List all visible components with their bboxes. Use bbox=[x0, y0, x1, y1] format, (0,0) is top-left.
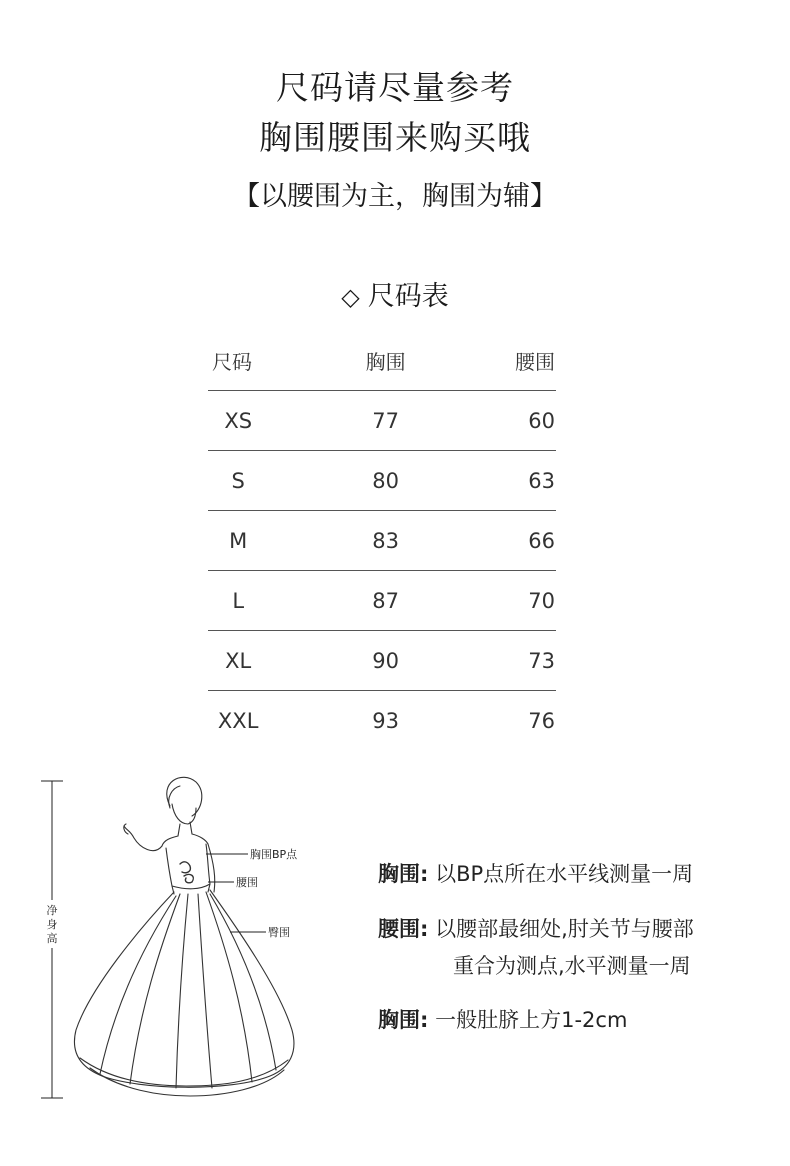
figure-drawing bbox=[74, 777, 293, 1096]
table-row bbox=[208, 691, 556, 751]
cell-size: XS bbox=[208, 391, 268, 451]
cell-waist: 76 bbox=[528, 708, 555, 733]
table-header-row bbox=[208, 330, 556, 391]
gown-sketch bbox=[30, 768, 330, 1113]
cell-size: XL bbox=[208, 631, 268, 691]
cell-size: L bbox=[208, 571, 268, 631]
cell-bust: 80 bbox=[268, 451, 503, 511]
bust-note-key: 胸围: bbox=[378, 862, 429, 886]
cell-size: S bbox=[208, 451, 268, 511]
table-row bbox=[208, 511, 556, 571]
cell-waist: 73 bbox=[503, 631, 556, 691]
waist-note bbox=[378, 913, 694, 943]
height-label: 净身高 bbox=[30, 768, 33, 769]
hip-note-key: 胸围: bbox=[378, 1008, 429, 1032]
size-table bbox=[208, 330, 556, 750]
header-bust: 胸围 bbox=[268, 330, 503, 391]
callout-lines bbox=[206, 854, 266, 932]
height-label-char-2: 身 bbox=[46, 918, 58, 931]
table-row bbox=[208, 451, 556, 511]
waist-note-text-1: 以腰部最细处,肘关节与腰部 bbox=[435, 917, 694, 941]
cell-waist: 66 bbox=[503, 511, 556, 571]
table-row bbox=[208, 391, 556, 451]
cell-bust: 93 bbox=[372, 708, 399, 733]
heading-line-2: 胸围腰围来购买哦 bbox=[259, 118, 531, 157]
table-row bbox=[208, 631, 556, 691]
cell-waist: 63 bbox=[503, 451, 556, 511]
hip-note-text: 一般肚脐上方1-2cm bbox=[435, 1008, 628, 1032]
bust-note-text: 以BP点所在水平线测量一周 bbox=[435, 862, 694, 886]
cell-bust: 90 bbox=[268, 631, 503, 691]
height-label-char-3: 高 bbox=[46, 932, 58, 945]
waist-note-key: 腰围: bbox=[378, 917, 429, 941]
waist-label: 腰围 bbox=[236, 876, 258, 889]
cell-waist: 60 bbox=[503, 391, 556, 451]
cell-bust: 87 bbox=[268, 571, 503, 631]
cell-size: M bbox=[208, 511, 268, 571]
hip-label: 臀围 bbox=[268, 926, 290, 939]
size-chart-title-text: 尺码表 bbox=[367, 281, 449, 312]
cell-bust: 83 bbox=[268, 511, 503, 571]
bust-bp-label: 胸围BP点 bbox=[250, 848, 298, 861]
cell-size: XXL bbox=[217, 708, 259, 733]
size-chart-title bbox=[0, 274, 790, 313]
cell-waist: 70 bbox=[503, 571, 556, 631]
cell-bust: 77 bbox=[268, 391, 503, 451]
header-size: 尺码 bbox=[208, 330, 268, 391]
bust-note bbox=[378, 858, 693, 888]
height-label-char-1: 净 bbox=[46, 904, 58, 917]
header-waist: 腰围 bbox=[503, 330, 556, 391]
heading-note: 【以腰围为主，胸围为辅】 bbox=[233, 181, 557, 212]
heading-line-1: 尺码请尽量参考 bbox=[276, 68, 514, 107]
hip-note bbox=[378, 1004, 627, 1034]
waist-note-text-2: 重合为测点,水平测量一周 bbox=[453, 954, 691, 978]
table-row bbox=[208, 571, 556, 631]
diamond-icon: ◇ bbox=[341, 283, 360, 311]
